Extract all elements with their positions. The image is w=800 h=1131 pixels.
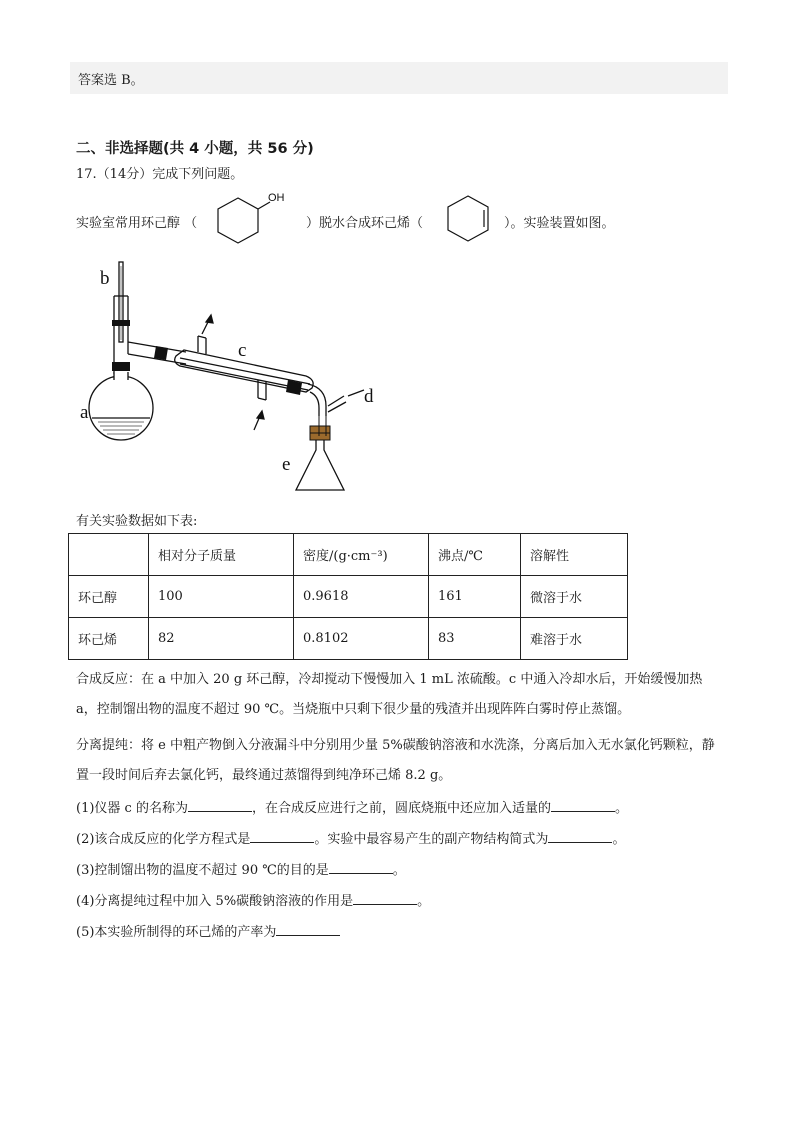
answer-blank[interactable] bbox=[548, 830, 612, 843]
sub-question-3 bbox=[76, 859, 726, 878]
label-a: a bbox=[80, 402, 89, 423]
section-heading: 二、非选择题(共 4 小题，共 56 分) bbox=[76, 141, 314, 157]
q1-text-b: ，在合成反应进行之前，圆底烧瓶中还应加入适量的 bbox=[251, 801, 551, 816]
answer-blank[interactable] bbox=[329, 861, 393, 874]
table-header-row bbox=[69, 534, 628, 576]
table-cell: 环己烯 bbox=[69, 618, 149, 660]
answer-blank[interactable] bbox=[188, 799, 252, 812]
q2-text-a: (2)该合成反应的化学方程式是 bbox=[76, 832, 251, 847]
q5-text-a: (5)本实验所制得的环己烯的产率为 bbox=[76, 925, 277, 940]
table-cell: 0.9618 bbox=[294, 576, 429, 618]
sub-question-1 bbox=[76, 797, 726, 816]
answer-text: 答案选 B。 bbox=[78, 73, 144, 88]
table-caption: 有关实验数据如下表: bbox=[76, 514, 198, 529]
answer-blank[interactable] bbox=[551, 799, 615, 812]
synthesis-paragraph: 合成反应：在 a 中加入 20 g 环己醇，冷却搅动下慢慢加入 1 mL 浓硫酸。c 中通入冷却水后，开始缓慢加热 a，控制馏出物的温度不超过 90 ℃。当烧瓶中只剩下很少量的残渣并出现阵阵白雾时停止蒸馏。 bbox=[76, 672, 703, 717]
q3-text-b: 。 bbox=[392, 863, 406, 878]
intro-part-3: ）。实验装置如图。 bbox=[504, 216, 615, 231]
label-e: e bbox=[282, 454, 291, 475]
question-title: 17.（14分）完成下列问题。 bbox=[76, 167, 244, 182]
q1-text-a: (1)仪器 c 的名称为 bbox=[76, 801, 188, 816]
sub-question-2 bbox=[76, 828, 726, 847]
answer-blank[interactable] bbox=[276, 923, 340, 936]
answer-blank[interactable] bbox=[250, 830, 314, 843]
table-cell: 100 bbox=[149, 576, 294, 618]
q4-text-b: 。 bbox=[417, 894, 431, 909]
table-row bbox=[69, 576, 628, 618]
table-row bbox=[69, 618, 628, 660]
label-d: d bbox=[364, 386, 374, 407]
table-header-cell: 沸点/℃ bbox=[429, 534, 521, 576]
separation-paragraph: 分离提纯：将 e 中粗产物倒入分液漏斗中分别用少量 5%碳酸钠溶液和水洗涤，分离后加入无水氯化钙颗粒，静置一段时间后弃去氯化钙，最终通过蒸馏得到纯净环己烯 8.2 g。 bbox=[76, 738, 715, 783]
table-cell: 难溶于水 bbox=[521, 618, 628, 660]
table-header-cell: 相对分子质量 bbox=[149, 534, 294, 576]
table-header-cell: 溶解性 bbox=[521, 534, 628, 576]
cyclohexene-structure bbox=[444, 192, 496, 246]
table-header-cell: 密度/(g·cm⁻³) bbox=[294, 534, 429, 576]
question-intro bbox=[76, 192, 716, 242]
sub-question-5 bbox=[76, 921, 726, 940]
q2-text-b: 。实验中最容易产生的副产物结构简式为 bbox=[314, 832, 549, 847]
sub-question-4 bbox=[76, 890, 726, 909]
table-cell: 161 bbox=[429, 576, 521, 618]
cyclohexanol-structure bbox=[216, 192, 296, 246]
intro-part-1: 实验室常用环己醇 （ bbox=[76, 216, 198, 231]
table-header-cell bbox=[69, 534, 149, 576]
answer-blank[interactable] bbox=[353, 892, 417, 905]
q1-text-c: 。 bbox=[614, 801, 628, 816]
table-cell: 0.8102 bbox=[294, 618, 429, 660]
q3-text-a: (3)控制馏出物的温度不超过 90 ℃的目的是 bbox=[76, 863, 329, 878]
answer-box bbox=[70, 62, 728, 94]
table-cell: 环己醇 bbox=[69, 576, 149, 618]
label-b: b bbox=[100, 268, 110, 289]
q2-text-c: 。 bbox=[612, 832, 626, 847]
table-cell: 微溶于水 bbox=[521, 576, 628, 618]
table-cell: 83 bbox=[429, 618, 521, 660]
intro-part-2: ）脱水合成环己烯（ bbox=[306, 216, 424, 231]
table-cell: 82 bbox=[149, 618, 294, 660]
q4-text-a: (4)分离提纯过程中加入 5%碳酸钠溶液的作用是 bbox=[76, 894, 354, 909]
oh-label: OH bbox=[268, 192, 285, 204]
distillation-apparatus bbox=[76, 256, 396, 501]
label-c: c bbox=[238, 340, 247, 361]
data-table bbox=[68, 533, 628, 660]
